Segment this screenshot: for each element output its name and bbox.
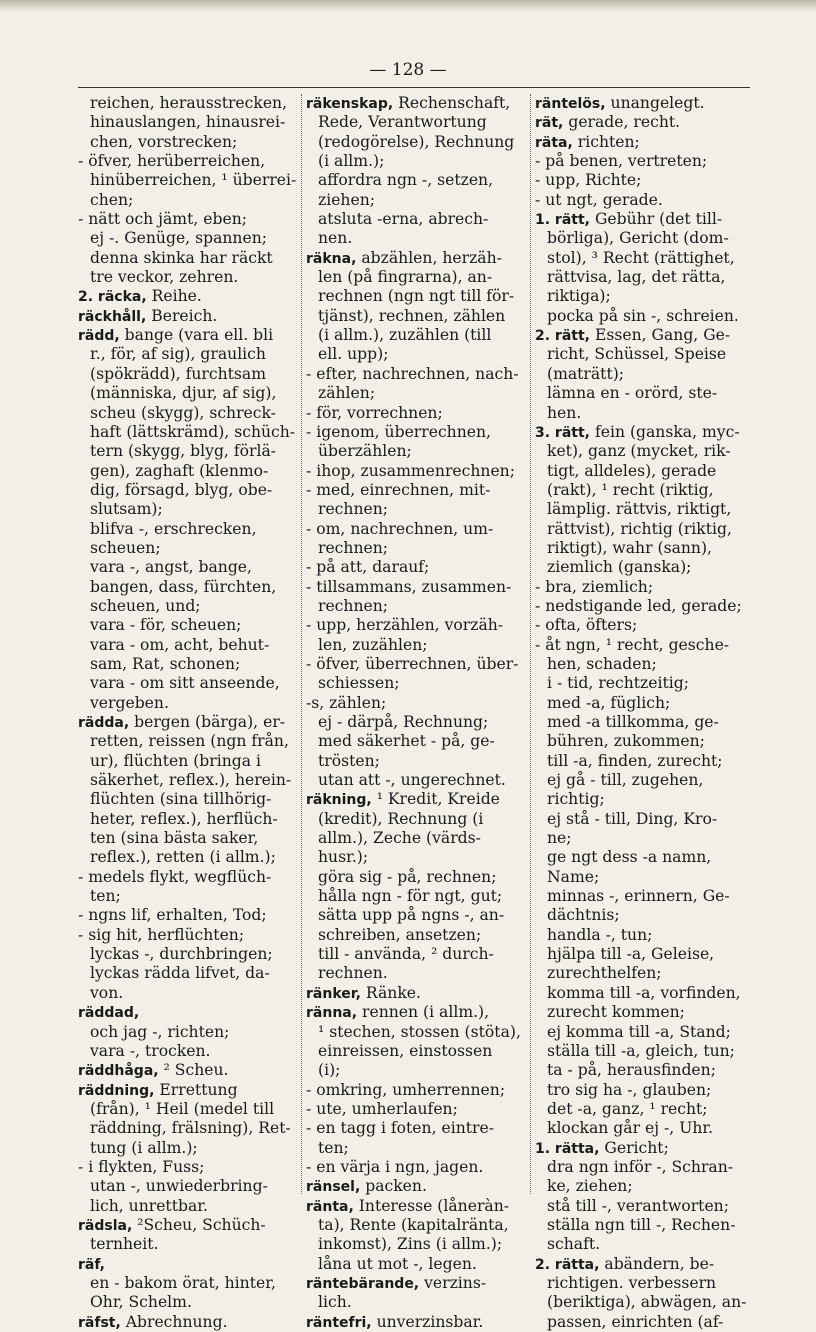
entry-line: det -a, ganz, ¹ recht; — [547, 1099, 708, 1118]
entry-line: - ngns lif, erhalten, Tod; — [78, 906, 267, 925]
entry-line: richtig; — [547, 790, 605, 809]
entry-line: (människa, djur, af sig), — [90, 384, 277, 403]
headword: räntelös, — [535, 96, 606, 112]
entry-line: - för, vorrechnen; — [306, 403, 443, 422]
headword: räfst, — [78, 1314, 121, 1331]
entry-line: med -a, füglich; — [547, 693, 671, 712]
headword: ränna, — [306, 1005, 358, 1022]
entry-line: schiessen; — [318, 674, 400, 693]
entry-line: (i); — [318, 1061, 341, 1080]
entry-line: till -a, finden, zurecht; — [547, 751, 723, 770]
entry-line: räntebärande, verzins- — [306, 1273, 487, 1292]
entry-line: einreissen, einstossen — [318, 1041, 493, 1060]
entry-line: rechnen; — [318, 596, 389, 615]
entry-line: - åt ngn, ¹ recht, gesche- — [535, 635, 730, 654]
entry-line: reichen, herausstrecken, — [90, 94, 288, 112]
entry-line: - nätt och jämt, eben; — [78, 210, 248, 229]
entry-line: räddning, frälsning), Ret- — [90, 1119, 291, 1138]
entry-line: klockan går ej -, Uhr. — [547, 1119, 714, 1138]
entry-line: haft (lättskrämd), schüch- — [90, 422, 296, 441]
entry-line: retten, reissen (ngn från, — [90, 732, 289, 751]
entry-line: (rakt), ¹ recht (riktig, — [547, 480, 714, 499]
entry-line: vara - för, scheuen; — [90, 616, 242, 635]
entry-line: rechnen. — [318, 964, 388, 983]
entry-line: 1. rätt, Gebühr (det till- — [535, 210, 723, 229]
entry-line: trösten; — [318, 751, 380, 770]
headword: 2. räcka, — [78, 289, 147, 306]
entry-line: ej gå - till, zugehen, — [547, 771, 704, 790]
entry-line: - tillsammans, zusammen- — [306, 577, 512, 596]
entry-line: lämna en - orörd, ste- — [547, 384, 718, 403]
entry-line: sam, Rat, schonen; — [90, 654, 241, 673]
entry-line: rättvist), richtig (riktig, — [547, 519, 732, 538]
entry-line: allm.), Zeche (värds- — [318, 829, 481, 848]
entry-line: hjälpa till -a, Geleise, — [547, 945, 715, 964]
entry-line: vara - om, acht, behut- — [90, 635, 270, 654]
entry-line: ten; — [90, 887, 121, 906]
column-divider — [530, 94, 531, 1194]
entry-line: utan -, unwiederbring- — [90, 1177, 268, 1196]
entry-line: räkning, ¹ Kredit, Kreide — [306, 790, 500, 809]
headword: rädsla, — [78, 1217, 133, 1234]
entry-line: - på att, darauf; — [306, 558, 430, 577]
entry-line: lich. — [318, 1293, 352, 1312]
headword: ränsel, — [306, 1179, 361, 1196]
entry-line: affordra ngn -, setzen, — [318, 171, 494, 190]
entry-line: passen, einrichten (af- — [547, 1312, 724, 1331]
entry-line: utan att -, ungerechnet. — [318, 771, 506, 790]
entry-line: (i allm.); — [318, 152, 385, 171]
entry-line: räddning, Errettung — [78, 1080, 238, 1099]
entry-line: en - bakom örat, hinter, — [90, 1273, 276, 1292]
entry-line: stol), ³ Recht (rättighet, — [547, 248, 735, 267]
entry-line: - ofta, öfters; — [535, 616, 638, 635]
headword: räddad, — [78, 1005, 140, 1022]
entry-line: i - tid, rechtzeitig; — [547, 674, 689, 693]
headword: rädd, — [78, 328, 120, 345]
column-right — [535, 94, 752, 1332]
headword: räckhåll, — [78, 308, 147, 325]
entry-line: rättvisa, lag, det rätta, — [547, 268, 726, 287]
entry-line: slutsam); — [90, 500, 163, 519]
entry-line: ten; — [318, 1138, 349, 1157]
entry-line: räckhåll, Bereich. — [78, 306, 218, 325]
entry-line: zurechthelfen; — [547, 964, 662, 983]
entry-line: - om, nachrechnen, um- — [306, 519, 494, 538]
scan-shadow — [0, 0, 816, 12]
entry-line: - upp, Richte; — [535, 171, 642, 190]
entry-line: - i flykten, Fuss; — [78, 1157, 205, 1176]
entry-line: hinauslangen, hinausrei- — [90, 113, 286, 132]
entry-line: räddhåga, ² Scheu. — [78, 1061, 229, 1080]
entry-line: zurecht kommen; — [547, 1003, 685, 1022]
entry-line: rädsla, ²Scheu, Schüch- — [78, 1215, 266, 1234]
entry-line: ta - på, herausfinden; — [547, 1061, 716, 1080]
entry-line: lich, unrettbar. — [90, 1196, 208, 1215]
entry-line: lämplig. rättvis, riktigt, — [547, 500, 732, 519]
entry-line: med säkerhet - på, ge- — [318, 732, 495, 751]
entry-line: ne; — [547, 829, 572, 848]
entry-line: ej komma till -a, Stand; — [547, 1022, 731, 1041]
entry-line: och jag -, richten; — [90, 1022, 230, 1041]
entry-line: ket), ganz (mycket, rik- — [547, 442, 731, 461]
entry-line: ge ngt dess -a namn, — [547, 848, 712, 867]
entry-line: hinüberreichen, ¹ überrei- — [90, 171, 296, 190]
entry-line: - en värja i ngn, jagen. — [306, 1157, 484, 1176]
entry-line: rädda, bergen (bärga), er- — [78, 713, 286, 731]
entry-line: 2. räcka, Reihe. — [78, 287, 202, 306]
entry-line: Rede, Verantwortung — [318, 113, 487, 132]
entry-line: med -a tillkomma, ge- — [547, 713, 719, 731]
entry-line: pocka på sin -, schreien. — [547, 306, 739, 325]
entry-line: atsluta -erna, abrech- — [318, 210, 489, 229]
entry-line: minnas -, erinnern, Ge- — [547, 887, 730, 906]
headword: ränta, — [306, 1198, 354, 1215]
entry-line: scheuen, und; — [90, 596, 201, 615]
headword: räddning, — [78, 1082, 155, 1099]
headword: räf, — [78, 1256, 105, 1273]
entry-line: chen, vorstrecken; — [90, 132, 238, 151]
entry-line: rechnen; — [318, 500, 389, 519]
entry-line: 3. rätt, fein (ganska, myc- — [535, 422, 740, 441]
entry-line: riktigt), wahr (sann), — [547, 538, 712, 557]
headword: räntebärande, — [306, 1275, 420, 1292]
entry-line: ur), flüchten (bringa i — [90, 751, 261, 770]
entry-line: - upp, herzählen, vorzäh- — [306, 616, 504, 635]
headword: räntefri, — [306, 1314, 372, 1331]
page-number: — 128 — — [369, 60, 447, 80]
entry-line: - öfver, überrechnen, über- — [306, 654, 519, 673]
entry-line — [78, 1255, 296, 1274]
entry-line: ej -. Genüge, spannen; — [90, 229, 267, 248]
header-rule — [78, 87, 750, 88]
entry-line: (kredit), Rechnung (i — [318, 809, 484, 828]
entry-line: flüchten (sina tillhörig- — [90, 790, 272, 809]
entry-line: riktiga); — [547, 287, 611, 306]
entry-line: - en tagg i foten, eintre- — [306, 1119, 494, 1138]
entry-line: ränna, rennen (i allm.), — [306, 1003, 490, 1022]
entry-line: ej stå - till, Ding, Kro- — [547, 809, 718, 828]
entry-line: bangen, dass, fürchten, — [90, 577, 277, 596]
entry-line: lyckas -, durchbringen; — [90, 945, 273, 964]
headword: 1. rätta, — [535, 1140, 600, 1157]
entry-line: Name; — [547, 867, 600, 886]
entry-line: überzählen; — [318, 442, 412, 461]
entry-line: handla -, tun; — [547, 925, 653, 944]
entry-line: vara -, trocken. — [90, 1041, 211, 1060]
entry-line: tung (i allm.); — [90, 1138, 198, 1157]
entry-line: stå till -, verantworten; — [547, 1196, 729, 1215]
entry-line: 1. rätta, Gericht; — [535, 1138, 669, 1157]
headword: 1. rätt, — [535, 212, 590, 229]
headword: räkna, — [306, 250, 357, 267]
entry-line: räkenskap, Rechenschaft, — [306, 94, 511, 112]
entry-line: säkerhet, reflex.), herein- — [90, 771, 292, 790]
entry-line: (i allm.), zuzählen (till — [318, 326, 492, 345]
entry-line: -s, zählen; — [306, 693, 387, 712]
entry-line: tre veckor, zehren. — [90, 268, 239, 287]
entry-line: ke, ziehen; — [547, 1177, 633, 1196]
entry-line: - på benen, vertreten; — [535, 152, 708, 171]
entry-line: nen. — [318, 229, 353, 248]
column-left — [78, 94, 296, 1332]
entry-line: ziehen; — [318, 190, 375, 209]
headword: räkenskap, — [306, 96, 394, 112]
entry-line: ¹ stechen, stossen (stöta), — [318, 1022, 521, 1041]
entry-line: låna ut mot -, legen. — [318, 1254, 477, 1273]
entry-line: sätta upp på ngns -, an- — [318, 906, 505, 925]
entry-line: ten (sina bästa saker, — [90, 829, 259, 848]
entry-line: (maträtt); — [547, 364, 625, 383]
entry-line: hålla ngn - för ngt, gut; — [318, 887, 503, 906]
entry-line: - efter, nachrechnen, nach- — [306, 364, 519, 383]
entry-line: richt, Schüssel, Speise — [547, 345, 727, 364]
entry-line: hen. — [547, 403, 582, 422]
entry-line: reflex.), retten (i allm.); — [90, 848, 276, 867]
entry-line: - med, einrechnen, mit- — [306, 480, 491, 499]
entry-line: dra ngn inför -, Schran- — [547, 1157, 734, 1176]
headword: rädda, — [78, 715, 130, 731]
entry-line: husr.); — [318, 848, 369, 867]
entry-line: ställa ngn till -, Rechen- — [547, 1215, 736, 1234]
entry-line: (spökrädd), furchtsam — [90, 364, 267, 383]
entry-line: tern (skygg, blyg, förlä- — [90, 442, 277, 461]
entry-line: ej - därpå, Rechnung; — [318, 713, 489, 731]
entry-line: rechnen; — [318, 538, 389, 557]
entry-line: heter, reflex.), herflüch- — [90, 809, 278, 828]
entry-line: - öfver, herüberreichen, — [78, 152, 266, 171]
headword: 2. rätta, — [535, 1256, 600, 1273]
entry-line: lyckas rädda lifvet, da- — [90, 964, 270, 983]
entry-line: chen; — [90, 190, 134, 209]
entry-line: - igenom, überrechnen, — [306, 422, 491, 441]
entry-line: denna skinka har räckt — [90, 248, 273, 267]
entry-line: scheuen; — [90, 538, 161, 557]
entry-line: - medels flykt, wegflüch- — [78, 867, 272, 886]
column-middle — [306, 94, 524, 1332]
entry-line: (från), ¹ Heil (medel till — [90, 1099, 275, 1118]
entry-line: hen, schaden; — [547, 654, 657, 673]
entry-line: ränta, Interesse (låneràn- — [306, 1196, 510, 1215]
entry-line: 2. rätt, Essen, Gang, Ge- — [535, 326, 731, 345]
entry-line: richtigen. verbessern — [547, 1273, 717, 1292]
headword: räkning, — [306, 792, 372, 809]
entry-line: ränsel, packen. — [306, 1177, 427, 1196]
entry-line: rät, gerade, recht. — [535, 113, 681, 132]
entry-line: vara -, angst, bange, — [90, 558, 252, 577]
entry-line: komma till -a, vorfinden, — [547, 983, 741, 1002]
entry-line: tigt, alldeles), gerade — [547, 461, 717, 480]
entry-line: ställa till -a, gleich, tun; — [547, 1041, 735, 1060]
entry-line: gen), zaghaft (klenmo- — [90, 461, 269, 480]
entry-line: vara - om sitt anseende, — [90, 674, 280, 693]
entry-line: r., för, af sig), graulich — [90, 345, 266, 364]
entry-line: till - använda, ² durch- — [318, 945, 494, 964]
entry-line — [78, 1003, 296, 1022]
entry-line: schreiben, ansetzen; — [318, 925, 482, 944]
entry-line: bühren, zukommen; — [547, 732, 705, 751]
entry-line: - bra, ziemlich; — [535, 577, 654, 596]
entry-line: schaft. — [547, 1235, 601, 1254]
entry-line: - sig hit, herflüchten; — [78, 925, 245, 944]
entry-line: ziemlich (ganska); — [547, 558, 692, 577]
entry-line: - ute, umherlaufen; — [306, 1099, 458, 1118]
entry-line: rechnen (ngn ngt till för- — [318, 287, 515, 306]
entry-line: Ohr, Schelm. — [90, 1293, 192, 1312]
entry-line: (beriktiga), abwägen, an- — [547, 1293, 747, 1312]
entry-line: len (på fingrarna), an- — [318, 268, 493, 287]
entry-line: ell. upp); — [318, 345, 389, 364]
entry-line: börliga), Gericht (dom- — [547, 229, 729, 248]
entry-line: ränker, Ränke. — [306, 983, 421, 1002]
entry-line: - nedstigande led, gerade; — [535, 596, 742, 615]
entry-line: dächtnis; — [547, 906, 620, 925]
entry-line: ta), Rente (kapitalränta, — [318, 1215, 509, 1234]
headword: räddhåga, — [78, 1063, 159, 1080]
headword: rät, — [535, 115, 564, 132]
entry-line: inkomst), Zins (i allm.); — [318, 1235, 503, 1254]
entry-line: räta, richten; — [535, 132, 640, 151]
entry-line: - omkring, umherrennen; — [306, 1080, 506, 1099]
headword: räta, — [535, 134, 573, 151]
entry-line: tro sig ha -, glauben; — [547, 1080, 712, 1099]
headword: 3. rätt, — [535, 424, 590, 441]
entry-line: - ut ngt, gerade. — [535, 190, 663, 209]
entry-line: räntefri, unverzinsbar. — [306, 1312, 484, 1331]
column-divider — [301, 94, 302, 1194]
entry-line: von. — [90, 983, 124, 1002]
entry-line: blifva -, erschrecken, — [90, 519, 257, 538]
entry-line: räfst, Abrechnung. — [78, 1312, 228, 1331]
entry-line: göra sig - på, rechnen; — [318, 867, 497, 886]
entry-line: - ihop, zusammenrechnen; — [306, 461, 515, 480]
entry-line: räkna, abzählen, herzäh- — [306, 248, 502, 267]
entry-line: len, zuzählen; — [318, 635, 428, 654]
entry-line: 2. rätta, abändern, be- — [535, 1254, 715, 1273]
entry-line: rädd, bange (vara ell. bli — [78, 326, 274, 345]
entry-line: ternheit. — [90, 1235, 159, 1254]
entry-line: tjänst), rechnen, zählen — [318, 306, 506, 325]
entry-line: dig, försagd, blyg, obe- — [90, 480, 273, 499]
headword: ränker, — [306, 985, 361, 1002]
entry-line: vergeben. — [90, 693, 169, 712]
entry-line: scheu (skygg), schreck- — [90, 403, 276, 422]
headword: 2. rätt, — [535, 328, 590, 345]
entry-line: (redogörelse), Rechnung — [318, 132, 515, 151]
entry-line: zählen; — [318, 384, 376, 403]
entry-line: räntelös, unangelegt. — [535, 94, 705, 112]
